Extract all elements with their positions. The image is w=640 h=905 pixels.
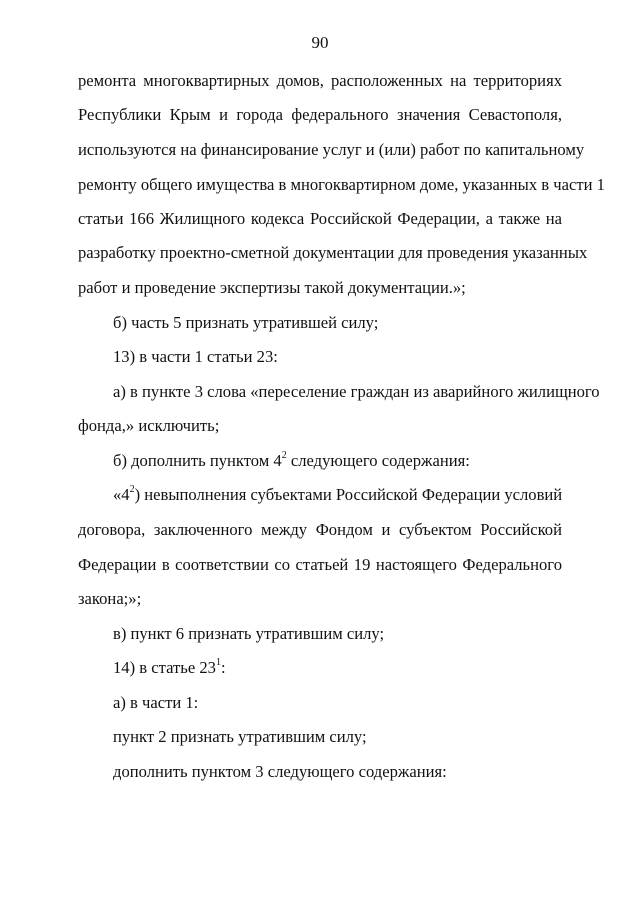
text-line-9: 13) в части 1 статьи 23: xyxy=(113,347,278,366)
page-number: 90 xyxy=(311,33,329,52)
text-line-11: фонда,» исключить; xyxy=(78,416,220,435)
text-line-5: статьи 166 Жилищного кодекса Российской Федерации, а также на xyxy=(78,209,562,228)
text-line-18-sup: 1 xyxy=(215,657,221,669)
text-line-3: используются на финансирование услуг и (или) работ по капитальному xyxy=(78,140,585,159)
text-line-15: Федерации в соответствии со статьей 19 настоящего Федерального xyxy=(78,555,562,574)
text-line-12-pre: б) дополнить пунктом 4 xyxy=(113,451,282,470)
text-line-6: разработку проектно-сметной документации для проведения указанных xyxy=(78,243,588,262)
text-line-12 xyxy=(113,451,562,471)
text-line-19: а) в части 1: xyxy=(113,693,199,712)
text-line-16: закона;»; xyxy=(78,589,142,608)
text-line-14: договора, заключенного между Фондом и субъектом Российской xyxy=(78,520,562,539)
text-line-7: работ и проведение экспертизы такой документации.»; xyxy=(78,278,466,297)
text-line-2: Республики Крым и города федерального значения Севастополя, xyxy=(78,105,562,124)
text-line-13-post: ) невыполнения субъектами Российской Федерации условий xyxy=(134,485,563,504)
text-line-17: в) пункт 6 признать утратившим силу; xyxy=(113,624,385,643)
text-line-21: дополнить пунктом 3 следующего содержания: xyxy=(113,762,447,781)
text-line-10: а) в пункте 3 слова «переселение граждан из аварийного жилищного xyxy=(113,382,600,401)
text-line-13-sup: 2 xyxy=(129,484,135,496)
text-line-12-post: следующего содержания: xyxy=(286,451,470,470)
text-line-13-pre: «4 xyxy=(113,485,130,504)
text-line-13 xyxy=(113,485,562,505)
text-line-1: ремонта многоквартирных домов, расположенных на территориях xyxy=(78,71,562,90)
text-line-18 xyxy=(113,658,562,678)
text-line-20: пункт 2 признать утратившим силу; xyxy=(113,727,367,746)
text-line-18-post: : xyxy=(220,658,226,677)
text-line-8: б) часть 5 признать утратившей силу; xyxy=(113,313,379,332)
text-line-18-pre: 14) в статье 23 xyxy=(113,658,216,677)
text-line-4: ремонту общего имущества в многоквартирном доме, указанных в части 1 xyxy=(78,175,605,194)
text-line-12-sup: 2 xyxy=(281,450,287,462)
